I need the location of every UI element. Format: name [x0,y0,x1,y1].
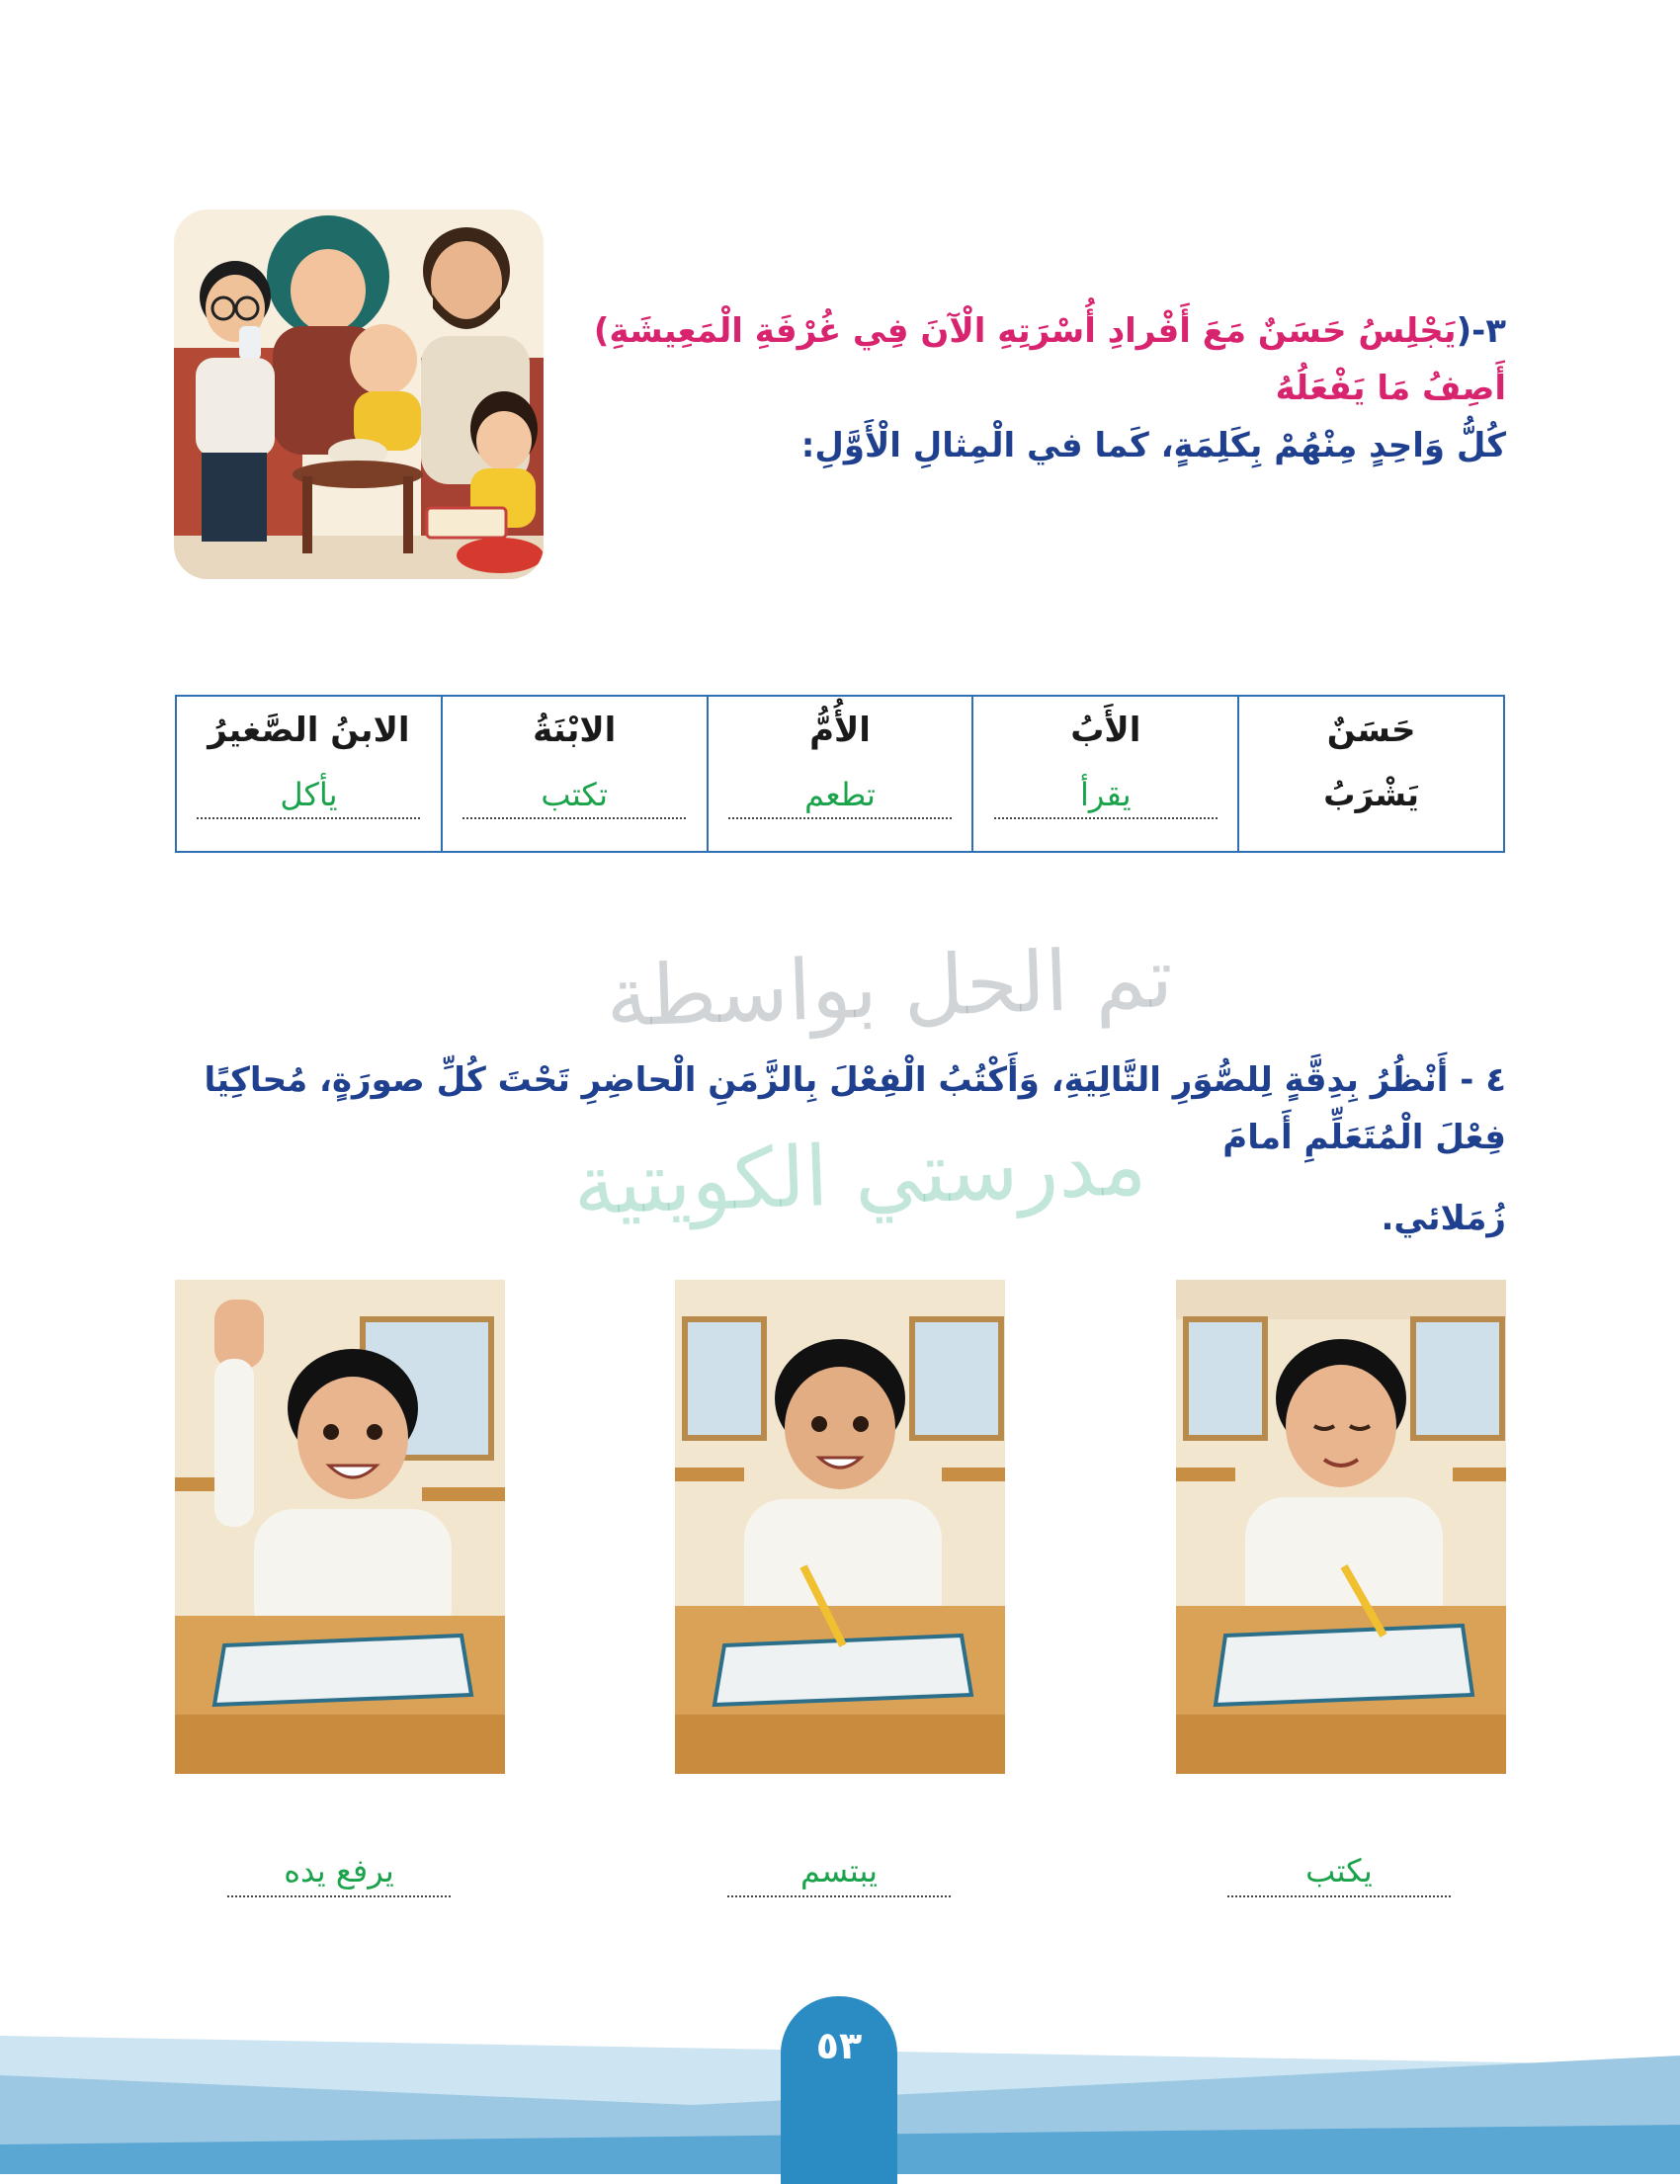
answer-text: تطعم [804,776,876,813]
caption-text: يكتب [1305,1852,1373,1890]
column-header: الأَبُ [1070,711,1141,750]
table-cell-father [972,696,1238,852]
caption-text: يرفع يده [284,1852,394,1890]
family-answer-table [175,695,1505,853]
caption-field-3[interactable] [227,1836,451,1897]
question-4 [174,1051,1506,1247]
table-cell-daughter [442,696,708,852]
column-header: الابْنَةُ [533,711,617,750]
question-3-now-word: الْآنَ [920,311,986,351]
family-illustration [174,210,544,579]
question-3 [593,302,1506,474]
table-cell-hasan [1238,696,1504,852]
example-answer-text: يَشْرَبُ [1323,776,1419,813]
question-4-line-1: ٤ - أَنْظُرُ بِدِقَّةٍ لِلصُّوَرِ التَّالِيَةِ، وَأَكْتُبُ الْفِعْلَ بِالزَّمَنِ الْحاضِرِ تَحْتَ كُلِّ صورَةٍ، مُحاكِيًا فِعْلَ الْمُتَعَلِّمِ أَمامَ [204,1060,1506,1157]
answer-field[interactable] [994,762,1218,819]
boy-raising-hand-image [175,1280,505,1774]
table-row [176,696,1504,852]
answer-field[interactable] [728,762,952,819]
example-answer [1260,762,1483,817]
caption-field-2[interactable] [727,1836,951,1897]
table-cell-young-son [176,696,442,852]
question-3-highlight-a: يَجْلِسُ حَسَنٌ مَعَ أَفْرادِ أُسْرَتِهِ [985,311,1457,351]
column-header: الأُمُّ [809,711,871,750]
boy-smiling-image [675,1280,1005,1774]
question-3-line-2: كُلُّ وَاحِدٍ مِنْهُمْ بِكَلِمَةٍ، كَما في الْمِثالِ الْأَوَّلِ: [800,426,1506,465]
watermark-line-1: تم الحل بواسطة [604,929,1175,1046]
watermark-line-2: مدرستي الكويتية [571,1116,1148,1234]
page-number: ٥٣ [781,1996,897,2184]
column-header: الابنُ الصَّغيرُ [208,711,410,750]
question-3-line-1 [593,302,1506,417]
question-4-line-2: زُمَلائي. [1381,1199,1506,1238]
question-3-highlight-b: فِي غُرْفَةِ الْمَعِيشَةِ) أَصِفُ مَا يَفْعَلُهُ [593,311,1506,408]
family-image [174,210,544,579]
answer-text: يقرأ [1079,776,1132,813]
caption-text: يبتسم [799,1852,879,1890]
question-3-number: ٣-( [1456,311,1506,351]
table-cell-mother [708,696,973,852]
answer-text: تكتب [541,776,609,813]
caption-field-1[interactable] [1227,1836,1451,1897]
photo-boy-writing [1176,1280,1506,1774]
answer-text: يأكل [280,776,338,813]
answer-field[interactable] [197,762,420,819]
photo-boy-raising-hand [175,1280,505,1774]
boy-writing-image [1176,1280,1506,1774]
column-header: حَسَنٌ [1326,711,1416,750]
answer-field[interactable] [462,762,686,819]
photo-boy-smiling [675,1280,1005,1774]
